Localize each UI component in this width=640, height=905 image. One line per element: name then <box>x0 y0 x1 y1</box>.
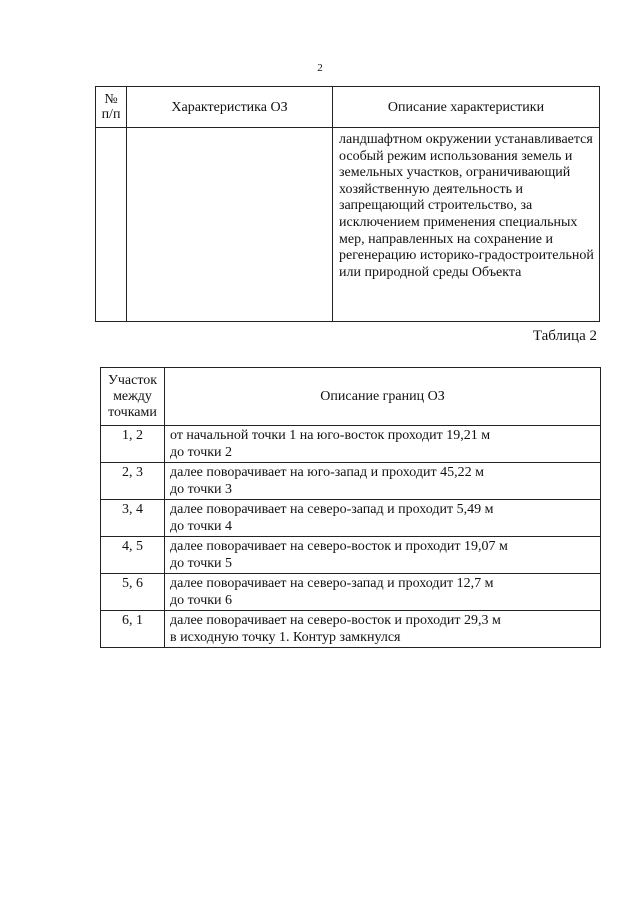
description-cell: от начальной точки 1 на юго-восток проходит 19,21 м до точки 2 <box>165 426 601 463</box>
table2-header-segment: Участок между точками <box>101 368 165 426</box>
table1-header-description: Описание характеристики <box>333 87 600 128</box>
table1-cell-description: ландшафтном окружении устанавливается особый режим использования земель и земельных участков, ограничивающий хозяйственную деятельность и запрещающий строительство, за исключением применения специальных мер, направленных на сохранение и регенерацию историко-градостроительной или природной среды Объекта <box>333 128 600 322</box>
description-cell: далее поворачивает на юго-запад и проходит 45,22 м до точки 3 <box>165 463 601 500</box>
page-number: 2 <box>317 62 323 74</box>
table-row <box>101 611 601 648</box>
table1-cell-characteristic <box>127 128 333 322</box>
description-cell: далее поворачивает на северо-восток и проходит 19,07 м до точки 5 <box>165 537 601 574</box>
table-row <box>101 500 601 537</box>
segment-cell: 3, 4 <box>101 500 165 537</box>
description-cell: далее поворачивает на северо-запад и проходит 5,49 м до точки 4 <box>165 500 601 537</box>
table-row <box>101 537 601 574</box>
table1-header-num: № п/п <box>96 87 127 128</box>
characteristics-table <box>95 86 600 322</box>
segment-cell: 4, 5 <box>101 537 165 574</box>
table-row <box>101 574 601 611</box>
table-row <box>101 426 601 463</box>
description-cell: далее поворачивает на северо-восток и проходит 29,3 м в исходную точку 1. Контур замкнулся <box>165 611 601 648</box>
boundaries-table <box>100 367 601 648</box>
segment-cell: 2, 3 <box>101 463 165 500</box>
table2-header-row <box>101 368 601 426</box>
table-caption: Таблица 2 <box>532 328 597 344</box>
table1-header-row <box>96 87 600 128</box>
table2-header-description: Описание границ ОЗ <box>165 368 601 426</box>
description-cell: далее поворачивает на северо-запад и проходит 12,7 м до точки 6 <box>165 574 601 611</box>
table1-cell-num <box>96 128 127 322</box>
table1-row <box>96 128 600 322</box>
segment-cell: 6, 1 <box>101 611 165 648</box>
segment-cell: 1, 2 <box>101 426 165 463</box>
table1-header-characteristic: Характеристика ОЗ <box>127 87 333 128</box>
table-row <box>101 463 601 500</box>
segment-cell: 5, 6 <box>101 574 165 611</box>
